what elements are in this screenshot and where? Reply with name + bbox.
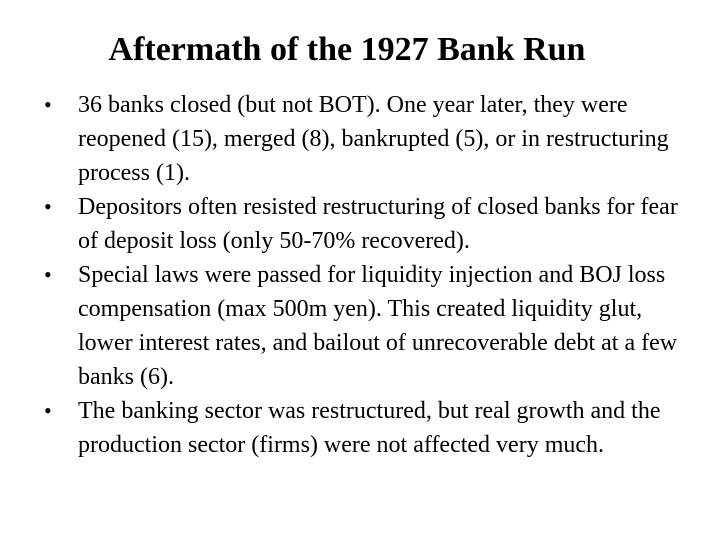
bullet-item	[44, 190, 694, 258]
slide-title: Aftermath of the 1927 Bank Run	[108, 31, 586, 68]
bullet-item	[44, 88, 694, 190]
bullet-text: Special laws were passed for liquidity injection and BOJ loss compensation (max 500m yen). This created liquidity glut, lower interest rates, and bailout of unrecoverable debt at a few banks (6).	[78, 262, 678, 390]
bullet-text: Depositors often resisted restructuring of closed banks for fear of deposit loss (only 50-70% recovered).	[78, 194, 678, 254]
bullet-text: 36 banks closed (but not BOT). One year later, they were reopened (15), merged (8), bankrupted (5), or in restructuring process (1).	[78, 92, 669, 186]
bullet-dot-icon: •	[44, 194, 52, 219]
bullet-dot-icon: •	[44, 398, 52, 423]
bullet-item	[44, 258, 694, 394]
bullet-text: The banking sector was restructured, but real growth and the production sector (firms) were not affected very much.	[78, 398, 661, 458]
bullet-dot-icon: •	[44, 92, 52, 117]
bullet-list	[44, 88, 694, 462]
bullet-item	[44, 394, 694, 462]
bullet-dot-icon: •	[44, 262, 52, 287]
